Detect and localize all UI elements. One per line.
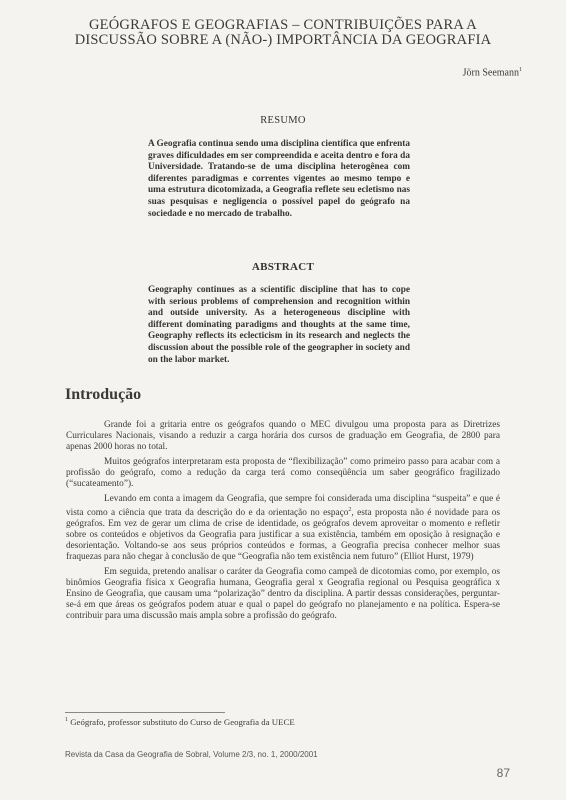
paragraph-3-part-1: Levando em conta a imagem da Geografia, que sempre foi considerada uma disciplina “suspeita” e que é vista como a ciência que trata da descrição do e da orientação no espaço xyxy=(66,494,500,519)
article-title-line-1: GEÓGRAFOS E GEOGRAFIAS – CONTRIBUIÇÕES PARA A xyxy=(89,17,477,33)
resumo-text: A Geografia continua sendo uma disciplina científica que enfrenta graves dificuldades em ser compreendida e aceita dentro e fora da Universidade. Tratando-se de uma disciplina heterogênea com diferentes paradigmas e correntes vigentes ao mesmo tempo e uma estrutura dicotomizada, a Geografia reflete seu ecletismo nas suas pesquisas e negligencia o possível papel do geógrafo na sociedade e no mercado de trabalho. xyxy=(148,139,410,219)
author-name xyxy=(463,67,522,78)
footnote-mark-2: 2 xyxy=(348,507,352,513)
paragraph-2: Muitos geógrafos interpretaram esta proposta de “flexibilização” como primeiro passo para acabar com a profissão do geógrafo, como a redução da carga terá como conseqüência um saber geográfico fragilizado (“sucateamento”). xyxy=(66,457,500,489)
paragraph-1: Grande foi a gritaria entre os geógrafos quando o MEC divulgou uma proposta para as Diretrizes Curriculares Nacionais, visando a reduzir a carga horária dos cursos de graduação em Geografia, de 2800 para apenas 2000 horas no total. xyxy=(66,420,500,452)
article-title xyxy=(40,18,526,48)
page-number: 87 xyxy=(496,766,510,780)
author-footnote-mark: 1 xyxy=(519,67,522,73)
article-title-line-2: DISCUSSÃO SOBRE A (NÃO-) IMPORTÂNCIA DA GEOGRAFIA xyxy=(74,32,492,48)
paragraph-4: Em seguida, pretendo analisar o caráter da Geografia como campeã de dicotomias como, por exemplo, os binômios Geografia física x Geografia humana, Geografia geral x Geografia regional ou Pesquisa geográfica x Ensino de Geografia, que causam uma “polarização” dentro da disciplina. A partir dessas considerações, perguntar-se-á em que áreas os geógrafos podem atuar e qual o papel do geógrafo no planejamento e na política. Espera-se contribuir para uma discussão mais ampla sobre a profissão do geógrafo. xyxy=(66,567,500,622)
resumo-heading: RESUMO xyxy=(260,115,306,126)
body-text xyxy=(66,420,500,626)
abstract-text: Geography continues as a scientific discipline that has to cope with serious problems of comprehension and recognition within and outside university. As a heterogeneous discipline with different dominating paradigms and thoughts at the same time, Geography reflects its eclecticism in its research and neglects the discussion about the possible role of the geographer in society and on the labor market. xyxy=(148,285,410,365)
paragraph-3-part-2: , esta proposta não é novidade para os geógrafos. Em vez de gerar um clima de crise de identidade, os geógrafos devem aproveitar o momento e refletir sobre os conteúdos e objetivos da Geografia para justificar a sua existência, também em oposição à resignação e desorientação. Voltando-se aos seus próprios conteúdos e formas, a Geografia precisa conhecer melhor suas fraquezas para não chegar à conclusão de que “Geografia não tem existência nem futuro” (Elliot Hurst, 1979) xyxy=(66,508,500,563)
section-title-introducao: Introdução xyxy=(65,386,142,403)
paragraph-3 xyxy=(66,494,500,563)
author-name-text: Jörn Seemann xyxy=(462,67,519,79)
footnote-1 xyxy=(65,717,295,727)
footnote-1-text: Geógrafo, professor substituto do Curso de Geografia da UECE xyxy=(70,717,295,727)
journal-citation: Revista da Casa da Geografia de Sobral, Volume 2/3, no. 1, 2000/2001 xyxy=(65,750,318,759)
footnote-divider xyxy=(65,712,225,713)
abstract-heading: ABSTRACT xyxy=(251,261,315,273)
footnote-1-mark: 1 xyxy=(65,717,68,724)
